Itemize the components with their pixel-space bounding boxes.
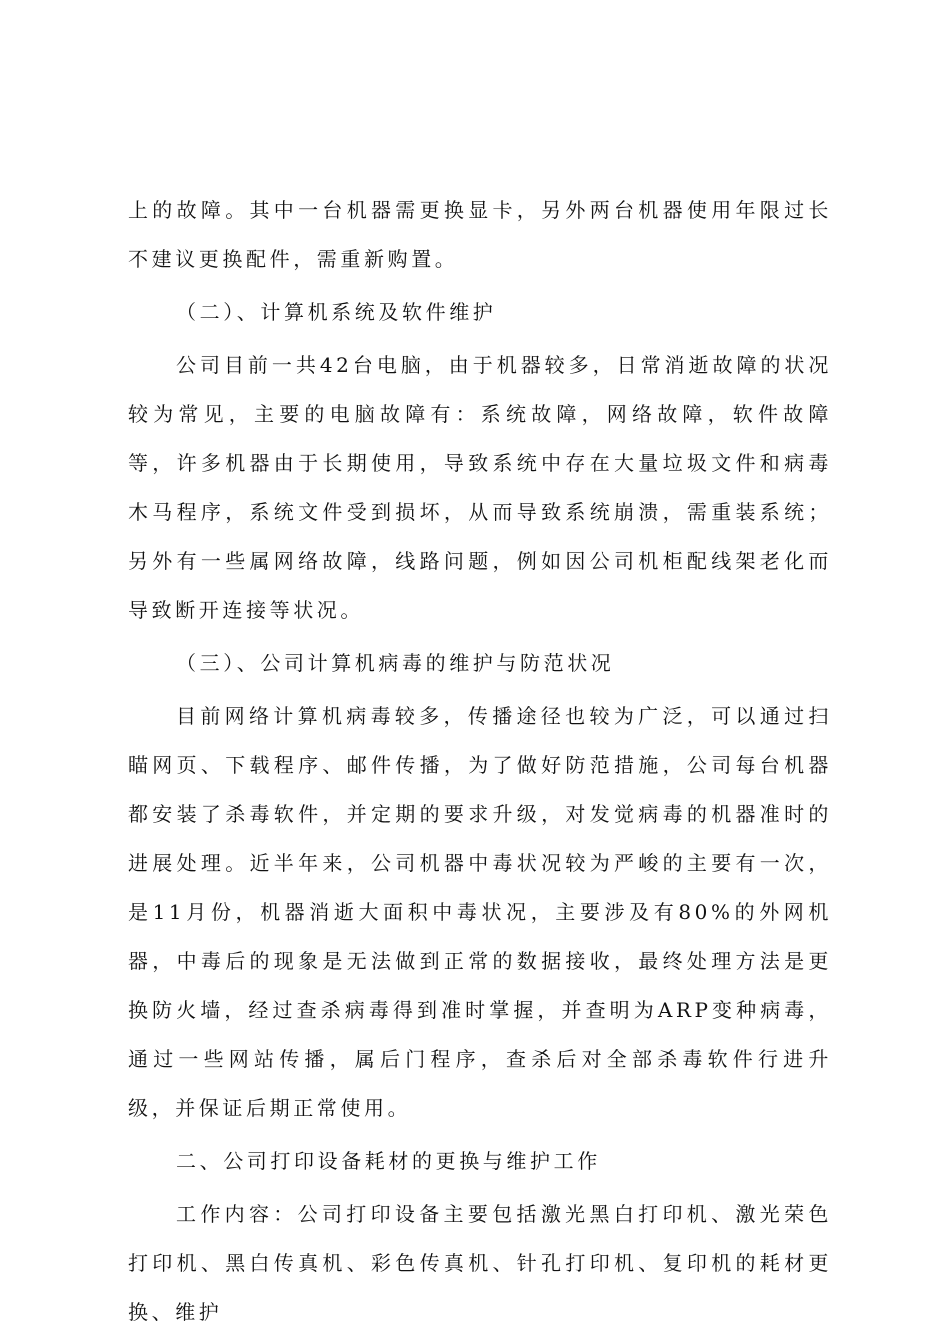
paragraph-printer-work: 工作内容：公司打印设备主要包括激光黑白打印机、激光荣色打印机、黑白传真机、彩色传真机、针孔打印机、复印机的耗材更换、维护 (128, 1202, 832, 1324)
section-heading-system-software: （二）、计算机系统及软件维护 (176, 300, 497, 324)
paragraph-system-faults: 公司目前一共42台电脑，由于机器较多，日常消逝故障的状况较为常见，主要的电脑故障有：系统故障，网络故障，软件故障等，许多机器由于长期使用，导致系统中存在大量垃圾文件和病毒木马程序，系统文件受到损坏，从而导致系统崩溃，需重装系统；另外有一些属网络故障，线路问题，例如因公司机柜配线架老化而导致断开连接等状况。 (128, 353, 832, 622)
section-heading-printer-maintenance: 二、公司打印设备耗材的更换与维护工作 (176, 1149, 601, 1173)
document-body (128, 186, 832, 1341)
paragraph-continuation: 上的故障。其中一台机器需更换显卡，另外两台机器使用年限过长不建议更换配件，需重新购置。 (128, 198, 832, 271)
paragraph-virus-handling: 目前网络计算机病毒较多，传播途径也较为广泛，可以通过扫瞄网页、下载程序、邮件传播，为了做好防范措施，公司每台机器都安装了杀毒软件，并定期的要求升级，对发觉病毒的机器准时的进展处理。近半年来，公司机器中毒状况较为严峻的主要有一次，是11月份，机器消逝大面积中毒状况，主要涉及有80%的外网机器，中毒后的现象是无法做到正常的数据接收，最终处理方法是更换防火墙，经过查杀病毒得到准时掌握，并查明为ARP变种病毒，通过一些网站传播，属后门程序，查杀后对全部杀毒软件行进升级，并保证后期正常使用。 (128, 704, 832, 1120)
section-heading-virus-protection: （三）、公司计算机病毒的维护与防范状况 (176, 651, 615, 675)
